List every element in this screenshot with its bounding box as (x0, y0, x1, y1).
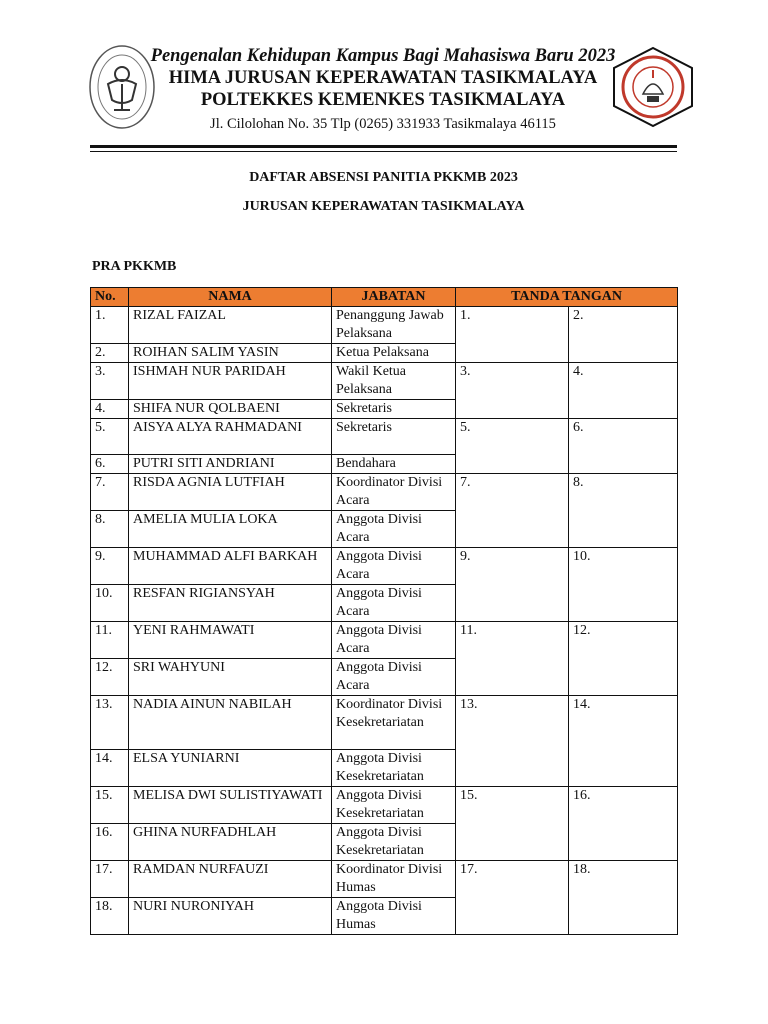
signature-cell[interactable]: 8. (569, 474, 678, 548)
table-row (91, 622, 678, 659)
signature-cell[interactable]: 14. (569, 696, 678, 787)
column-header-no: No. (91, 288, 129, 307)
organization-name: HIMA JURUSAN KEPERAWATAN TASIKMALAYA (168, 68, 598, 88)
row-position: Sekretaris (332, 400, 456, 419)
signature-cell[interactable]: 10. (569, 548, 678, 622)
table-row (91, 474, 678, 511)
row-number: 1. (91, 307, 129, 344)
row-number: 18. (91, 898, 129, 935)
row-number: 11. (91, 622, 129, 659)
row-position: Anggota Divisi Acara (332, 548, 456, 585)
table-row (91, 363, 678, 400)
row-position: Anggota Divisi Kesekretariatan (332, 787, 456, 824)
signature-cell[interactable]: 2. (569, 307, 678, 363)
signature-cell[interactable]: 18. (569, 861, 678, 935)
signature-cell[interactable]: 4. (569, 363, 678, 419)
row-position: Anggota Divisi Humas (332, 898, 456, 935)
signature-cell[interactable]: 9. (456, 548, 569, 622)
poltekkes-logo (88, 44, 156, 130)
row-position: Anggota Divisi Kesekretariatan (332, 824, 456, 861)
row-position: Anggota Divisi Acara (332, 659, 456, 696)
row-position: Koordinator Divisi Acara (332, 474, 456, 511)
hima-logo (610, 46, 696, 128)
row-number: 13. (91, 696, 129, 750)
row-name: RISDA AGNIA LUTFIAH (129, 474, 332, 511)
signature-cell[interactable]: 16. (569, 787, 678, 861)
row-position: Anggota Divisi Kesekretariatan (332, 750, 456, 787)
row-position: Anggota Divisi Acara (332, 622, 456, 659)
signature-cell[interactable]: 5. (456, 419, 569, 474)
signature-cell[interactable]: 12. (569, 622, 678, 696)
signature-cell[interactable]: 15. (456, 787, 569, 861)
row-position: Bendahara (332, 455, 456, 474)
row-position: Koordinator Divisi Kesekretariatan (332, 696, 456, 750)
document-subtitle: JURUSAN KEPERAWATAN TASIKMALAYA (242, 199, 525, 214)
column-header-nama: NAMA (129, 288, 332, 307)
row-number: 10. (91, 585, 129, 622)
row-name: ELSA YUNIARNI (129, 750, 332, 787)
row-number: 15. (91, 787, 129, 824)
table-row (91, 419, 678, 455)
row-number: 16. (91, 824, 129, 861)
table-row (91, 548, 678, 585)
row-name: MELISA DWI SULISTIYAWATI (129, 787, 332, 824)
row-number: 2. (91, 344, 129, 363)
signature-cell[interactable]: 13. (456, 696, 569, 787)
signature-cell[interactable]: 1. (456, 307, 569, 363)
row-position: Anggota Divisi Acara (332, 511, 456, 548)
row-number: 7. (91, 474, 129, 511)
row-name: RIZAL FAIZAL (129, 307, 332, 344)
row-number: 3. (91, 363, 129, 400)
institution-name: POLTEKKES KEMENKES TASIKMALAYA (200, 90, 566, 110)
row-number: 9. (91, 548, 129, 585)
row-number: 5. (91, 419, 129, 455)
row-name: RESFAN RIGIANSYAH (129, 585, 332, 622)
row-number: 12. (91, 659, 129, 696)
signature-cell[interactable]: 17. (456, 861, 569, 935)
section-heading: PRA PKKMB (92, 259, 177, 274)
row-name: RAMDAN NURFAUZI (129, 861, 332, 898)
row-name: MUHAMMAD ALFI BARKAH (129, 548, 332, 585)
row-number: 8. (91, 511, 129, 548)
row-name: NURI NURONIYAH (129, 898, 332, 935)
letterhead (150, 45, 616, 135)
row-position: Anggota Divisi Acara (332, 585, 456, 622)
row-position: Sekretaris (332, 419, 456, 455)
signature-cell[interactable]: 3. (456, 363, 569, 419)
row-position: Penanggung Jawab Pelaksana (332, 307, 456, 344)
row-name: AISYA ALYA RAHMADANI (129, 419, 332, 455)
row-position: Wakil Ketua Pelaksana (332, 363, 456, 400)
attendance-table (90, 287, 678, 935)
document-title: DAFTAR ABSENSI PANITIA PKKMB 2023 (249, 170, 518, 185)
row-name: YENI RAHMAWATI (129, 622, 332, 659)
table-row (91, 861, 678, 898)
row-name: ISHMAH NUR PARIDAH (129, 363, 332, 400)
row-number: 17. (91, 861, 129, 898)
row-name: AMELIA MULIA LOKA (129, 511, 332, 548)
row-name: SHIFA NUR QOLBAENI (129, 400, 332, 419)
column-header-jabatan: JABATAN (332, 288, 456, 307)
row-name: PUTRI SITI ANDRIANI (129, 455, 332, 474)
row-number: 14. (91, 750, 129, 787)
header-rule-thick (90, 145, 677, 148)
signature-cell[interactable]: 11. (456, 622, 569, 696)
table-row (91, 787, 678, 824)
row-position: Koordinator Divisi Humas (332, 861, 456, 898)
header-rule-thin (90, 151, 677, 152)
row-name: GHINA NURFADHLAH (129, 824, 332, 861)
row-number: 4. (91, 400, 129, 419)
signature-cell[interactable]: 7. (456, 474, 569, 548)
row-name: NADIA AINUN NABILAH (129, 696, 332, 750)
event-title: Pengenalan Kehidupan Kampus Bagi Mahasiswa Baru 2023 (150, 46, 616, 66)
row-number: 6. (91, 455, 129, 474)
row-name: SRI WAHYUNI (129, 659, 332, 696)
address-line: Jl. Cilolohan No. 35 Tlp (0265) 331933 Tasikmalaya 46115 (210, 116, 556, 132)
column-header-tanda-tangan: TANDA TANGAN (456, 288, 678, 307)
signature-cell[interactable]: 6. (569, 419, 678, 474)
table-row (91, 696, 678, 750)
row-name: ROIHAN SALIM YASIN (129, 344, 332, 363)
row-position: Ketua Pelaksana (332, 344, 456, 363)
table-header-row (91, 288, 678, 307)
table-row (91, 307, 678, 344)
